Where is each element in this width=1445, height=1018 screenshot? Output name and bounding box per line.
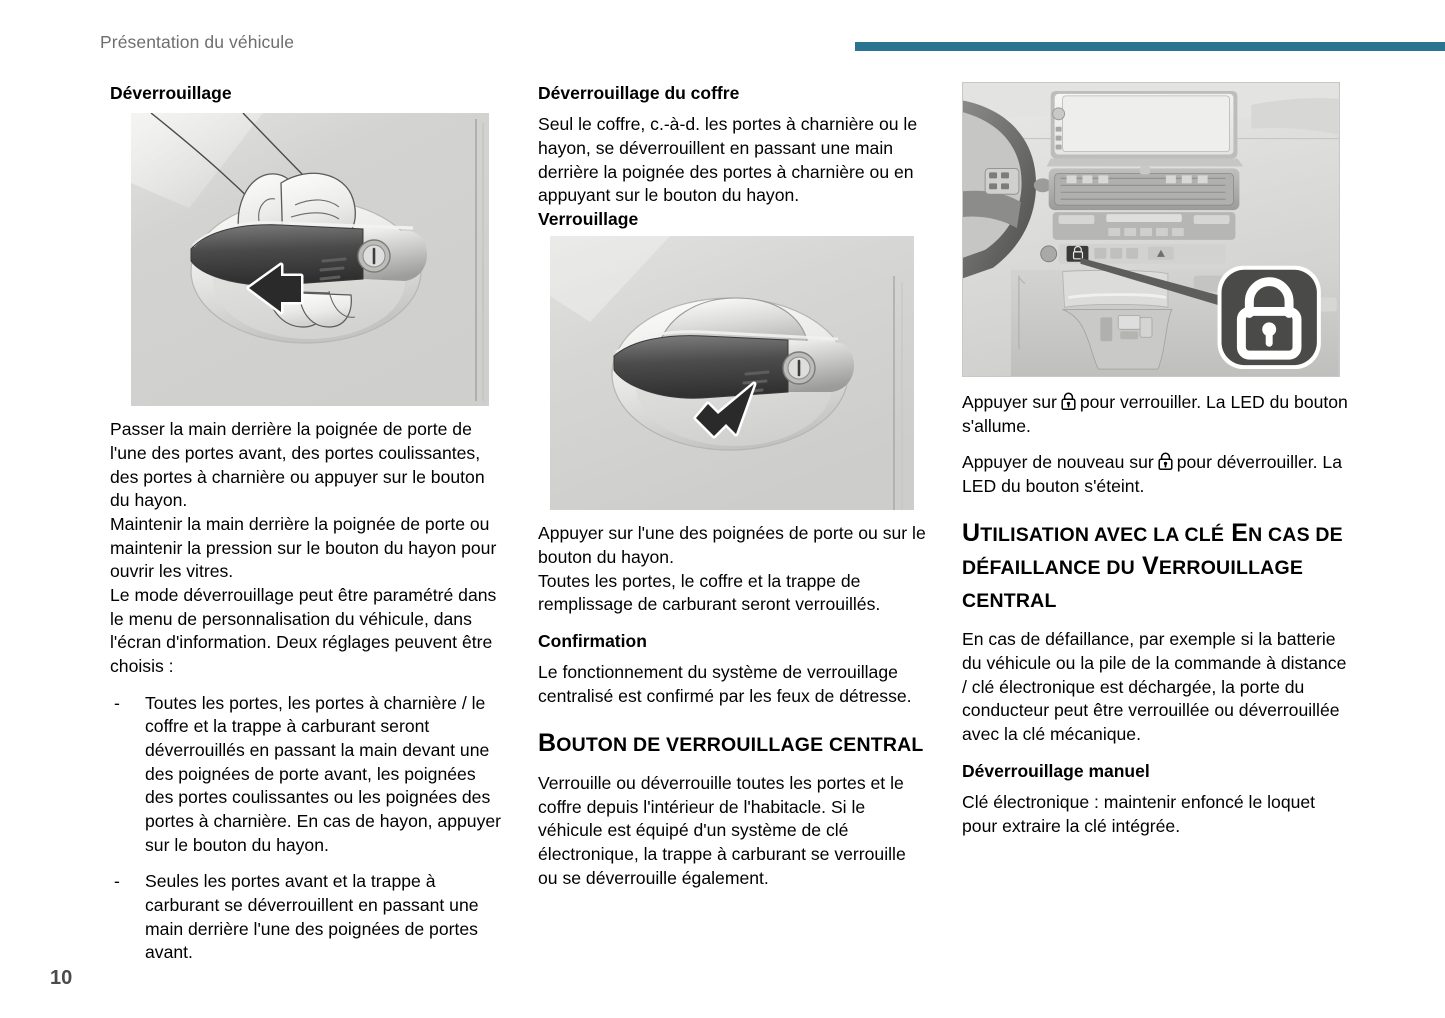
press-text-c: Appuyer de nouveau sur — [962, 452, 1154, 473]
heading-initial-cap: U — [962, 518, 981, 547]
paragraph-trunk-unlock: Seul le coffre, c.-à-d. les portes à charnière ou le hayon, se déverrouillent en passant une main derrière la poignée des portes à charnière ou en appuyant sur le bouton du hayon. — [538, 114, 918, 206]
paragraph-press-to-unlock — [962, 451, 1354, 498]
list-item-text: Seules les portes avant et la trappe à carburant se déverrouillent en passant une main derrière l'une des poignées de portes avant. — [145, 871, 479, 963]
paragraph-unlock-mode: Le mode déverrouillage peut être paramétré dans le menu de personnalisation du véhicule, dans l'écran d'information. Deux réglages peuvent être choisis : — [110, 584, 497, 676]
padlock-icon — [1060, 392, 1077, 411]
heading-bouton-verrouillage-central — [538, 727, 930, 760]
paragraph-pass-hand: Passer la main derrière la poignée de porte de l'une des portes avant, des portes coulissantes, des portes à charnière ou appuyer sur le bouton du hayon. — [110, 419, 485, 511]
heading-deverrouillage-manuel: Déverrouillage manuel — [962, 760, 1150, 781]
column-three — [962, 82, 1354, 851]
padlock-icon — [1157, 452, 1174, 471]
heading-small-caps: N CAS DE DÉFAILLANCE DU — [962, 523, 1343, 579]
paragraph-hold-hand: Maintenir la main derrière la poignée de porte ou maintenir la pression sur le bouton du hayon pour ouvrir les vitres. — [110, 514, 497, 582]
paragraph-central-lock: Verrouille ou déverrouille toutes les portes et le coffre depuis l'intérieur de l'habitacle. Si le véhicule est équipé d'un système de clé électronique, la trappe à carburant se verrouille ou se déverrouille également. — [538, 772, 906, 888]
paragraph-all-doors-locked: Toutes les portes, le coffre et la trappe de remplissage de carburant seront verrouillés. — [538, 570, 881, 615]
paragraph-confirmation: Le fonctionnement du système de verrouillage centralisé est confirmé par les feux de détresse. — [538, 662, 912, 707]
heading-confirmation: Confirmation — [538, 631, 647, 652]
heading-deverrouillage: Déverrouillage — [110, 83, 232, 103]
heading-deverrouillage-coffre: Déverrouillage du coffre — [538, 83, 740, 103]
press-text-b: pour verrouiller. La LED du bouton s'allume. — [962, 392, 1348, 436]
heading-small-caps: TILISATION AVEC LA CLÉ — [980, 523, 1225, 546]
column-one — [110, 82, 502, 978]
unlock-settings-list — [110, 692, 502, 965]
heading-small-caps: ERROUILLAGE CENTRAL — [962, 556, 1304, 613]
heading-initial-cap: B — [538, 728, 557, 757]
figure-lock-door-handle — [550, 236, 914, 510]
heading-verrouillage: Verrouillage — [538, 209, 639, 230]
paragraph-key-failure: En cas de défaillance, par exemple si la batterie du véhicule ou la pile de la commande à distance / clé électronique est déchargée, la porte du conducteur peut être verrouillée ou déverrouillée avec la clé mécanique. — [962, 629, 1347, 744]
page-number: 10 — [50, 967, 73, 989]
list-item — [110, 870, 502, 965]
header-rule — [855, 42, 1445, 51]
press-text-a: Appuyer sur — [962, 392, 1057, 412]
column-two — [538, 82, 930, 903]
heading-initial-cap: V — [1142, 551, 1159, 580]
bullet-dash: - — [114, 871, 120, 892]
figure-dashboard-central-lock — [962, 82, 1340, 377]
figure-unlock-door-handle — [131, 113, 489, 406]
heading-small-caps: OUTON DE VERROUILLAGE CENTRAL — [556, 733, 924, 756]
press-text-d: pour déverrouiller. La LED du bouton s'éteint. — [962, 452, 1343, 496]
paragraph-manual-unlock: Clé électronique : maintenir enfoncé le loquet pour extraire la clé intégrée. — [962, 792, 1316, 836]
list-item — [110, 692, 502, 858]
list-item-text: Toutes les portes, les portes à charnière / le coffre et la trappe à carburant seront déverrouillés en passant la main devant une des poignées de porte avant, les poignées des portes coulissantes ou les poignées des portes à charnière. En cas de hayon, appuyer sur le bouton du hayon. — [145, 692, 502, 855]
running-head: Présentation du véhicule — [100, 32, 295, 52]
heading-utilisation-cle — [962, 517, 1354, 617]
bullet-dash: - — [114, 692, 120, 713]
paragraph-press-to-lock — [962, 391, 1354, 438]
heading-initial-cap: E — [1231, 518, 1249, 547]
paragraph-press-handle: Appuyer sur l'une des poignées de porte ou sur le bouton du hayon. — [538, 523, 926, 568]
